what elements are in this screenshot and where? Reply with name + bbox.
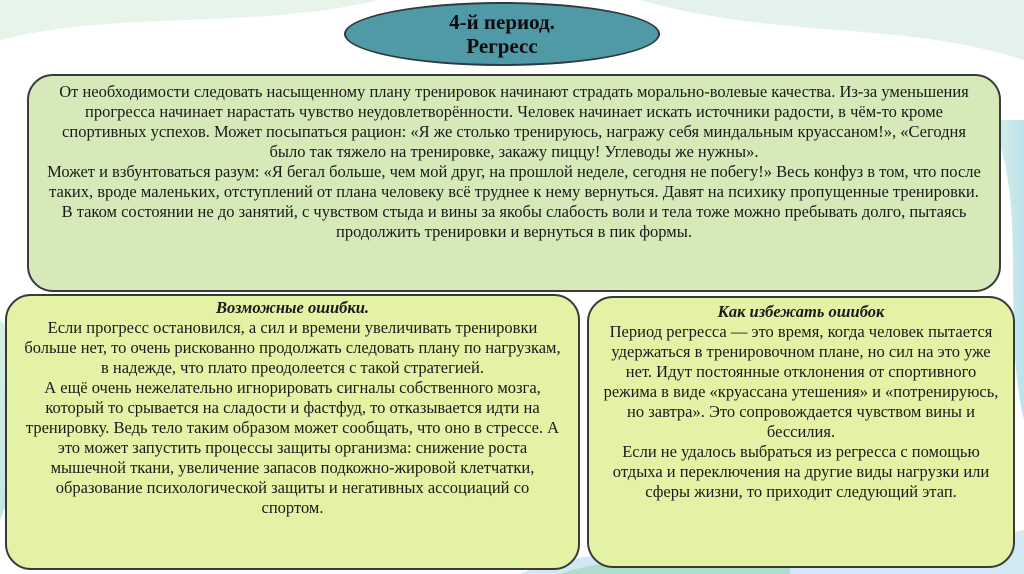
mistakes-paragraph: А ещё очень нежелательно игнорировать сигналы собственного мозга, который то срывается на сладости и фастфуд, то отказывается идти на тренировку. Ведь тело таким образом может сообщать, что оно в стрессе. А это может запустить процессы защиты организма: снижение роста мышечной ткани, увеличение запасов подкожно-жировой клетчатки, образование психологической защиты и негативных ассоциаций со спортом. <box>25 378 560 517</box>
mistakes-box <box>5 294 580 570</box>
avoid-paragraph: Если не удалось выбраться из регресса с помощью отдыха и переключения на другие виды нагрузки или сферы жизни, то приходит следующий этап. <box>612 442 990 501</box>
period-title <box>344 2 660 66</box>
intro-paragraph: Может и взбунтоваться разум: «Я бегал больше, чем мой друг, на прошлой неделе, сегодня не побегу!» Весь конфуз в том, что после таких, вроде маленьких, отступлений от плана человеку всё труднее к нему вернуться. Давят на психику пропущенные тренировки. <box>47 162 981 201</box>
intro-paragraph: В таком состоянии не до занятий, с чувством стыда и вины за якобы слабость воли и тела тоже можно пребывать долго, пытаясь продолжить тренировки и вернуться в пик формы. <box>61 202 967 241</box>
mistakes-heading: Возможные ошибки. <box>215 298 370 317</box>
avoid-paragraph: Период регресса — это время, когда человек пытается удержаться в тренировочном плане, но сил на это уже нет. Идут постоянные отклонения от спортивного режима в виде «круассана утешения» и «потренируюсь, но завтра». Это сопровождается чувством вины и бессилия. <box>603 322 999 441</box>
intro-paragraph: От необходимости следовать насыщенному плану тренировок начинают страдать морально-волевые качества. Из-за уменьшения прогресса начинает нарастать чувство неудовлетворённости. Человек начинает искать источники радости, в чём-то кроме спортивных успехов. Может посыпаться рацион: «Я же столько тренируюсь, награжу себя миндальным круассаном!», «Сегодня было так тяжело на тренировке, закажу пиццу! Углеводы же нужны». <box>59 82 969 161</box>
avoid-box <box>587 296 1015 568</box>
intro-box <box>27 74 1001 292</box>
avoid-heading: Как избежать ошибок <box>717 302 885 321</box>
period-title-line2: Регресс <box>466 34 538 58</box>
period-title-line1: 4-й период. <box>449 10 555 34</box>
mistakes-paragraph: Если прогресс остановился, а сил и времени увеличивать тренировки больше нет, то очень рискованно продолжать следовать плану по нагрузкам, в надежде, что плато преодолеется с такой стратегией. <box>24 318 561 377</box>
